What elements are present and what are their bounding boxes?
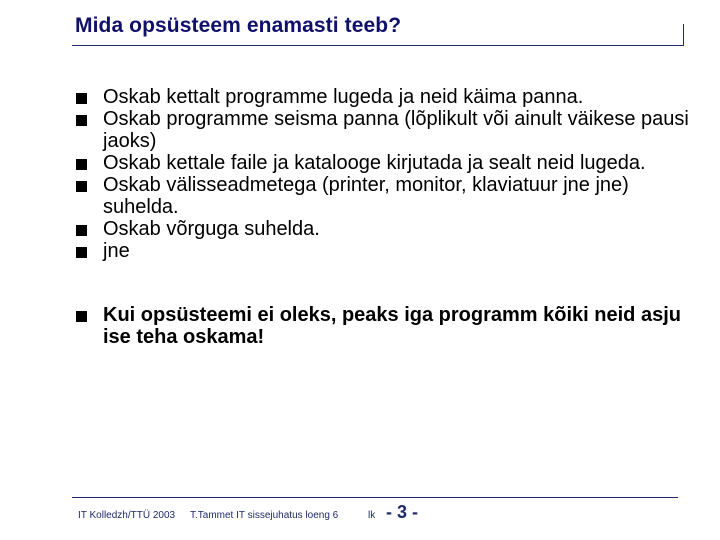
conclusion-text: Kui opsüsteemi ei oleks, peaks iga programm kõiki neid asju ise teha oskama! bbox=[103, 304, 681, 348]
bullet-item bbox=[76, 86, 696, 108]
bullet-item bbox=[76, 108, 696, 152]
square-bullet-icon bbox=[76, 159, 87, 170]
footer-course: T.Tammet IT sissejuhatus loeng 6 bbox=[190, 510, 339, 521]
bullet-list bbox=[76, 86, 696, 348]
bullet-text: Oskab välisseadmetega (printer, monitor, klaviatuur jne jne) suhelda. bbox=[103, 174, 629, 218]
bullet-item bbox=[76, 174, 696, 218]
square-bullet-icon bbox=[76, 311, 87, 322]
bullet-text: Oskab kettale faile ja katalooge kirjutada ja sealt neid lugeda. bbox=[103, 152, 646, 174]
footer-short: lk bbox=[368, 510, 376, 521]
bullet-item bbox=[76, 240, 696, 262]
title-divider bbox=[72, 45, 684, 46]
slide-title: Mida opsüsteem enamasti teeb? bbox=[75, 14, 402, 37]
square-bullet-icon bbox=[76, 181, 87, 192]
bullet-item bbox=[76, 218, 696, 240]
footer-divider bbox=[72, 497, 678, 498]
square-bullet-icon bbox=[76, 115, 87, 126]
bullet-text: Oskab võrguga suhelda. bbox=[103, 218, 320, 240]
footer-organization: IT Kolledzh/TTÜ 2003 bbox=[78, 510, 176, 521]
bullet-text: Oskab programme seisma panna (lõplikult või ainult väikese pausi jaoks) bbox=[103, 108, 689, 152]
title-divider-tick bbox=[683, 24, 684, 46]
bullet-text: jne bbox=[103, 240, 130, 262]
square-bullet-icon bbox=[76, 93, 87, 104]
square-bullet-icon bbox=[76, 225, 87, 236]
bullet-item bbox=[76, 152, 696, 174]
square-bullet-icon bbox=[76, 247, 87, 258]
bullet-text: Oskab kettalt programme lugeda ja neid käima panna. bbox=[103, 86, 584, 108]
conclusion-item bbox=[76, 304, 696, 348]
page-number: - 3 - bbox=[386, 502, 419, 522]
